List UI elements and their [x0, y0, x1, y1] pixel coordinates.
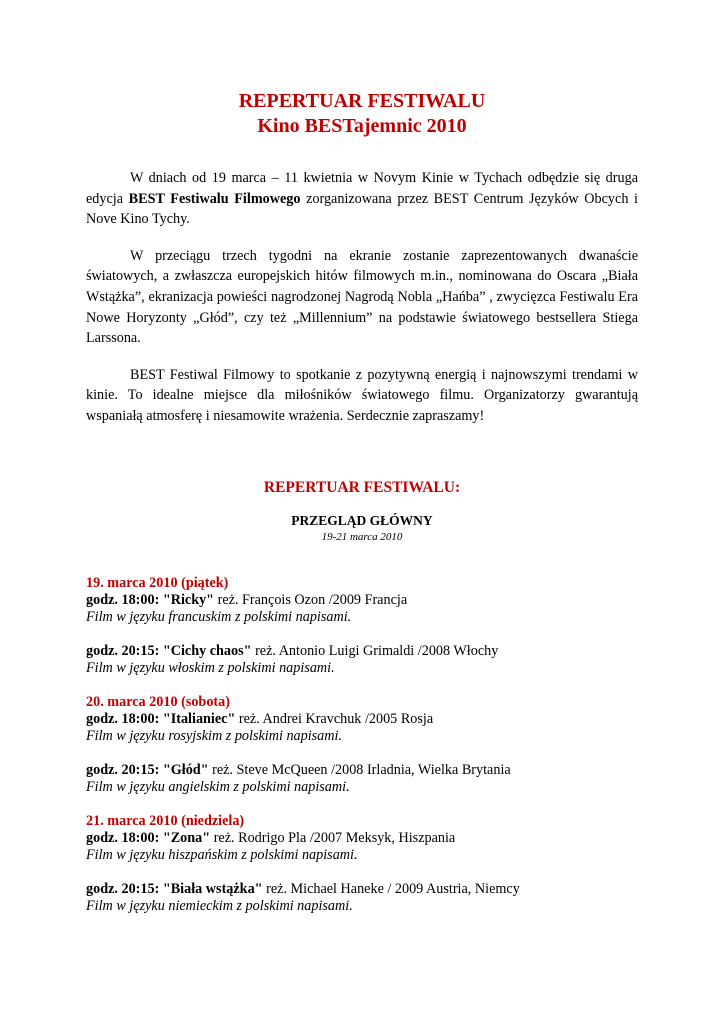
film-line	[86, 762, 646, 779]
film-time-title: godz. 18:00: "Ricky"	[86, 592, 215, 608]
film-details: reż. Steve McQueen /2008 Irladnia, Wielka Brytania	[208, 762, 511, 778]
film-language: Film w języku hiszpańskim z polskimi napisami.	[86, 847, 358, 863]
film-language: Film w języku francuskim z polskimi napisami.	[86, 609, 352, 625]
film-details: reż. Rodrigo Pla /2007 Meksyk, Hiszpania	[210, 830, 456, 846]
film-entry	[86, 643, 646, 677]
intro-text-1b: zorganizowana przez BEST Centrum Języków Obcych i Nove Kino Tychy.	[86, 190, 638, 228]
day-date: 19. marca 2010 (piątek)	[86, 575, 229, 591]
film-time-title: godz. 18:00: "Italianiec"	[86, 711, 236, 727]
film-line	[86, 643, 646, 660]
day-block	[86, 575, 646, 677]
section-heading: REPERTUAR FESTIWALU:	[263, 479, 461, 496]
film-entry	[86, 762, 646, 796]
film-language: Film w języku niemieckim z polskimi napisami.	[86, 898, 353, 914]
film-time-title: godz. 18:00: "Zona"	[86, 830, 211, 846]
intro-section	[86, 168, 638, 443]
film-details: reż. Michael Haneke / 2009 Austria, Niemcy	[262, 881, 520, 897]
section-dates: 19-21 marca 2010	[321, 531, 403, 543]
intro-paragraph-3: BEST Festiwal Filmowy to spotkanie z pozytywną energią i najnowszymi trendami w kinie. To idealne miejsce dla miłośników światowego filmu. Organizatorzy gwarantują wspaniałą atmosferę i niesamowite wrażenia. Serdecznie zapraszamy!	[86, 366, 638, 424]
day-block	[86, 813, 646, 915]
section-subheading: PRZEGLĄD GŁÓWNY	[291, 513, 433, 528]
film-details: reż. Antonio Luigi Grimaldi /2008 Włochy	[251, 643, 499, 659]
document-title: REPERTUAR FESTIWALU	[238, 90, 486, 112]
day-block	[86, 694, 646, 796]
film-time-title: godz. 20:15: "Biała wstążka"	[86, 881, 263, 897]
document-subtitle: Kino BESTajemnic 2010	[257, 115, 467, 137]
film-entry	[86, 830, 646, 864]
intro-paragraph-1	[86, 168, 638, 230]
film-line	[86, 881, 646, 898]
film-details: reż. François Ozon /2009 Francja	[214, 592, 408, 608]
film-entry	[86, 881, 646, 915]
film-line	[86, 592, 646, 609]
film-time-title: godz. 20:15: "Głód"	[86, 762, 209, 778]
film-line	[86, 830, 646, 847]
intro-paragraph-2: W przeciągu trzech tygodni na ekranie zostanie zaprezentowanych dwanaście światowych, a zwłaszcza europejskich hitów filmowych m.in., nominowana do Oscara „Biała Wstążka”, ekranizacja powieści nagrodzonej Nagrodą Nobla „Hańba” , zwycięzca Festiwalu Era Nowe Horyzonty „Głód”, czy też „Millennium” na podstawie światowego bestsellera Stiega Larssona.	[86, 247, 638, 347]
film-time-title: godz. 20:15: "Cichy chaos"	[86, 643, 252, 659]
schedule	[86, 575, 646, 932]
film-language: Film w języku angielskim z polskimi napisami.	[86, 779, 350, 795]
intro-text-1a: W dniach od 19 marca – 11 kwietnia w Novym Kinie w Tychach odbędzie się druga edycja	[86, 170, 638, 207]
film-entry	[86, 711, 646, 745]
film-language: Film w języku rosyjskim z polskimi napisami.	[86, 728, 343, 744]
film-details: reż. Andrei Kravchuk /2005 Rosja	[235, 711, 434, 727]
film-line	[86, 711, 646, 728]
festival-name-bold: BEST Festiwalu Filmowego	[128, 190, 301, 207]
day-date: 20. marca 2010 (sobota)	[86, 694, 230, 710]
film-language: Film w języku włoskim z polskimi napisami.	[86, 660, 335, 676]
day-date: 21. marca 2010 (niedziela)	[86, 813, 245, 829]
film-entry	[86, 592, 646, 626]
